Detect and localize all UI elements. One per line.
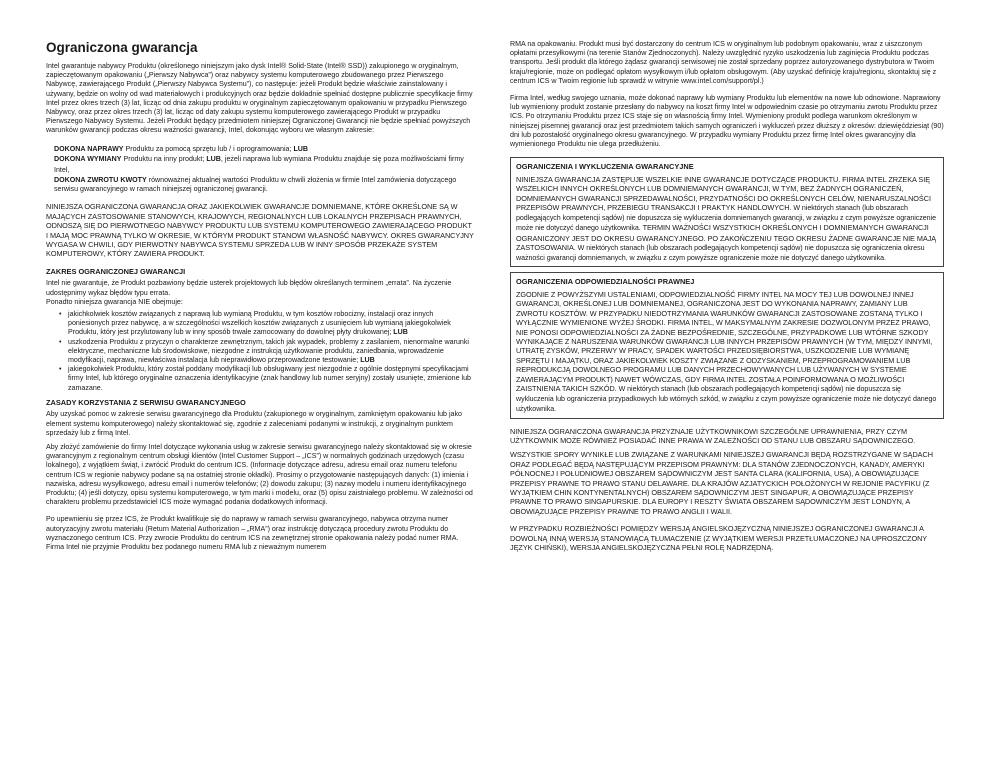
- scope-errata: Intel nie gwarantuje, że Produkt pozbawiony będzie usterek projektowych lub błędów określanych terminem „errata”. Na życzenie udostępnimy wykaz błędów typu errata.: [46, 279, 452, 297]
- option-repair: DOKONA NAPRAWY Produktu za pomocą sprzętu lub / i oprogramowania; LUB: [54, 144, 309, 153]
- service-paragraph-1: Aby uzyskać pomoc w zakresie serwisu gwarancyjnego dla Produktu (zakupionego w oryginalnym, zamkniętym opakowaniu lub jako element systemu komputerowego) należy skontaktować się, zgodnie z zaleceniami podanymi w instrukcji, z oryginalnym punktem sprzedaży lub z firmą Intel.: [46, 410, 462, 437]
- scope-heading: ZAKRES OGRANICZONEJ GWARANCJI: [46, 266, 186, 276]
- service-paragraph-3: Po upewnieniu się przez ICS, że Produkt kwalifikuje się do naprawy w ramach serwisu gwarancyjnego, nabywca otrzyma numer autoryzacyjny zwrotu materiału (Return Material Authorization – „RMA”) oraz instrukcję dotyczącą procedury zwrotu Produktu do wyznaczonego centrum ICS. Przy zwrocie Produktu do centrum ICS na zewnętrznej stronie opakowania należy podać numer RMA. Firma Intel nie przyjmie Produktu bez podanego numeru RMA lub z nieważnym numerem: [46, 515, 459, 551]
- option-replace: DOKONA WYMIANY Produktu na inny produkt; LUB, jeżeli naprawa lub wymiana Produktu znajduje się poza możliwościami firmy Intel,: [54, 155, 464, 175]
- service-paragraph-2: Aby złożyć zamówienie do firmy Intel dotyczące wykonania usług w zakresie serwisu gwarancyjnego należy skontaktować się w okresie gwarancyjnym z regionalnym centrum obsługi klientów (Intel Customer Support – „ICS”) w normalnych godzinach urzędowych (czasu lokalnego), z wyjątkiem świąt, i zwrócić Produkt do centrum ICS. (Informacje dotyczące adresu, adresu email oraz numeru telefonu centrum ICS w regionie nabywcy podane są na ostatniej stronie okładki). Prosimy o przygotowanie następujących danych: (1) imienia i nazwiska, adresu wysyłkowego, adresu email i numerów telefonów; (2) dowodu zakupu; (3) nazwy modelu i numeru identyfikacyjnego Produktu; (4) jeśli dotyczy, opisu systemu komputerowego, w tym marki i modelu, oraz (5) opisu zaistniałego problemu. W zależności od charakteru problemu przedstawiciel ICS może wymagać podania dodatkowych informacji.: [46, 442, 473, 507]
- repair-paragraph: Firma Intel, według swojego uznania, może dokonać naprawy lub wymiany Produktu lub elementów na nowe lub odnowione. Naprawiony lub wymieniony produkt zostanie przesłany do nabywcy na koszt firmy Intel w odpowiednim czasie po otrzymaniu zwrotu Produktu przez ICS. Po otrzymaniu Produktu przez ICS staje się on własnością firmy Intel. Wymieniony produkt podlega warunkom określonym w niniejszej pisemnej gwarancji oraz jest przedmiotem takich samych ograniczeń i wykluczeń przez dłuższy z okresów: dziewięćdziesiąt (90) dni lub pozostałość oryginalnego okresu gwarancyjnego. W przypadku wymiany Produktu przez firmę Intel okres gwarancyjny dla wymienionego Produktu nie ulega przedłużeniu.: [510, 94, 944, 149]
- list-item: • uszkodzenia Produktu z przyczyn o charakterze zewnętrznym, takich jak wypadek, problemy z zasilaniem, nienormalne warunki elektryczne, mechaniczne lub środowiskowe, niezgodne z instrukcją użytkowanie produktu, zaniedbania, wprowadzenie modyfikacji, naprawa, niewłaściwa instalacja lub nieprawidłowo przeprowadzone testowanie; LUB: [68, 338, 474, 366]
- page-title: Ograniczona gwarancja: [46, 40, 198, 55]
- liability-text: ZGODNIE Z POWYŻSZYMI USTALENIAMI, ODPOWIEDZIALNOŚĆ FIRMY INTEL NA MOCY TEJ LUB DOWOLNEJ INNEJ GWARANCJI, OKREŚLONEJ LUB DOMNIEMANEJ, OGRANICZONA JEST DO WYKONANIA NAPRAWY, ZAMIANY LUB ZWROTU KOSZTÓW. W PRZYPADKU NIEDOTRZYMANIA WARUNKÓW GWARANCJI ZASTOSOWANE ZOSTANĄ TYLKO I WYŁĄCZNIE WYMIENIONE WYŻEJ ŚRODKI. FIRMA INTEL, W MAKSYMALNYM ZAKRESIE DOZWOLONYM PRZEZ PRAWO, NIE PONOSI ODPOWIEDZIALNOŚCI ZA ŻADNE BEZPOŚREDNIE, SZCZEGÓLNE, PRZYPADKOWE LUB WTÓRNE SZKODY WYNIKAJĄCE Z NARUSZENIA WARUNKÓW GWARANCJI LUB INNYCH PRZEPISÓW PRAWNYCH (W TYM, MIĘDZY INNYMI, UTRATĘ ZYSKÓW, PRZERWY W PRACY, SPADEK WARTOŚCI PRZEDSIĘBIORSTWA, USZKODZENIE LUB WYMIANĘ SPRZĘTU I MAJĄTKU, ORAZ JAKIEKOLWIEK KOSZTY ZWIĄZANE Z ODZYSKANIEM, PRZEPROGRAMOWANIEM LUB REPRODUKCJĄ DOWOLNEGO PROGRAMU LUB DANYCH PRZECHOWYWANYCH LUB UŻYWANYCH W SYSTEMIE ZAWIERAJĄCYM PRODUKT) NAWET WÓWCZAS, GDY FIRMA INTEL ZOSTAŁA POINFORMOWANA O MOŻLIWOŚCI ZAISTNIENIA TAKICH SZKÓD. W niektórych stanach (lub obszarach podlegających kompetencji sądów) nie dopuszcza się wykluczenia lub ograniczenia przypadkowych lub wtórnych szkód, w związku z czym powyższe ograniczenie może nie dotyczyć danego użytkownika.: [516, 289, 937, 414]
- limitations-heading: OGRANICZENIA I WYKLUCZENIA GWARANCYJNE: [516, 162, 694, 172]
- right-column: [510, 40, 944, 552]
- language-paragraph: W PRZYPADKU ROZBIEŻNOŚCI POMIĘDZY WERSJĄ ANGIELSKOJĘZYCZNĄ NINIEJSZEJ OGRANICZONEJ GWARANCJI A DOWOLNĄ INNĄ WERSJĄ STANOWIĄCĄ TŁUMACZENIE (Z WYJĄTKIEM WERSJI PRZETŁUMACZONEJ NA UPROSZCZONY JĘZYK CHIŃSKI), WERSJA ANGIELSKOJĘZYCZNA PEŁNI ROLĘ NADRZĘDNĄ.: [510, 524, 927, 553]
- limitations-text: NINIEJSZA GWARANCJA ZASTĘPUJE WSZELKIE INNE GWARANCJE DOTYCZĄCE PRODUKTU. FIRMA INTEL ZRZEKA SIĘ WSZELKICH INNYCH OKREŚLONYCH LUB DOMNIEMANYCH GWARANCJI, W TYM, BEZ ŻADNYCH OGRANICZEŃ, DOMNIEMANYCH GWARANCJI SPRZEDAWALNOŚCI, PRZYDATNOŚCI DO OKREŚLONYCH CELÓW, NIENARUSZALNOŚCI PRZEPISÓW PRAWNYCH, PRZEBIEGU TRANSAKCJI I PRAKTYK HANDLOWYCH. W niektórych stanach (lub obszarach podlegających kompetencji sądów) nie dopuszcza się wykluczenia domniemanych gwarancji, w związku z czym powyższe ograniczenie może nie dotyczyć danego użytkownika. TERMIN WAŻNOŚCI WSZYSTKICH OKREŚLONYCH I DOMNIEMANYCH GWARANCJI OGRANICZONY JEST DO OKRESU GWARANCYJNEGO. PO ZAKOŃCZENIU TEGO OKRESU ŻADNE GWARANCJE NIE MAJĄ ZASTOSOWANIA. W niektórych stanach (lub obszarach podlegających kompetencji sądów) nie dopuszcza się ograniczenia okresu ważności gwarancji domniemanych, w związku z czym powyższe ograniczenie może nie dotyczyć danego użytkownika.: [516, 174, 937, 263]
- left-column: [46, 40, 474, 552]
- list-item: • jakichkolwiek kosztów związanych z naprawą lub wymianą Produktu, w tym kosztów robocizny, instalacji oraz innych poniesionych przez nabywcę, a w szczególności wszelkich kosztów związanych z usunięciem lub wymianą jakiegokolwiek Produktu, który jest przylutowany lub w inny sposób trwale zamocowany do dowolnej płyty drukowanej; LUB: [68, 310, 474, 338]
- rma-paragraph: RMA na opakowaniu. Produkt musi być dostarczony do centrum ICS w oryginalnym lub podobnym opakowaniu, wraz z uiszczonym opłatami przesyłkowymi (na terenie Stanów Zjednoczonych). Należy uwzględnić ryzyko uszkodzenia lub zaginięcia Produktu podczas transportu. Jeśli produkt dla którego żądasz gwarancji serwisowej nie został sprzedany poprzez autoryzowanego dystrybutora w Twoim kraju/regionie, może on podlegać opłatom wysyłkowym i/lub opłatom obsługowym. (Aby uzyskać definicję kraju/regionu, skontaktuj się z centrum ICS w Twoim regionie lub sprawdź w witrynie www.intel.com/support/pl.): [510, 40, 937, 85]
- remedy-options: [46, 144, 474, 195]
- intro-paragraph: Intel gwarantuje nabywcy Produktu (określonego niniejszym jako dysk Intel® Solid-State (Intel® SSD)) zakupionego w oryginalnym, zapieczętowanym opakowaniu („Pierwszy Nabywca”) oraz nabywcy systemu komputerowego zbudowanego przez Pierwszego Nabywcę, zawierającego Produkt („Pierwszy Nabywca Systemu”), co następuje: jeżeli Produkt będzie właściwie zainstalowany i używany, będzie on wolny od wad materiałowych i produkcyjnych oraz będzie dokładnie spełniać dostępne publicznie specyfikacje firmy Intel przez okres trzech (3) lat, licząc od dnia zakupu produktu w oryginalnym zapieczętowanym opakowaniu w przypadku Pierwszego Nabywcy, oraz przez okres trzech (3) lat, licząc od daty zakupu systemu komputerowego zawierającego Produkt w przypadku Pierwszego Nabywcy Systemu. Jeżeli Produkt będący przedmiotem niniejszej Ograniczonej Gwarancji nie będzie spełniać powyższych warunków gwarancji podczas okresu ważności gwarancji, Intel, dokonując wyboru we własnym zakresie:: [46, 62, 473, 135]
- service-heading: ZASADY KORZYSTANIA Z SERWISU GWARANCYJNEGO: [46, 397, 246, 407]
- option-refund: DOKONA ZWROTU KWOTY równoważnej aktualnej wartości Produktu w chwili złożenia w firmie Intel zamówienia dotyczącego serwisu gwarancyjnego w ramach niniejszej ograniczonej gwarancji.: [54, 176, 457, 194]
- exclusions-list: [46, 310, 474, 393]
- liability-heading: OGRANICZENIA ODPOWIEDZIALNOŚCI PRAWNEJ: [516, 277, 695, 287]
- scope-exclusions-intro: Ponadto niniejsza gwarancja NIE obejmuje:: [46, 297, 183, 306]
- limitations-box: [510, 157, 944, 267]
- liability-box: [510, 272, 944, 418]
- ownership-clause: NINIEJSZA OGRANICZONA GWARANCJA ORAZ JAKIEKOLWIEK GWARANCJE DOMNIEMANE, KTÓRE OKREŚLONE SĄ W MAJĄCYCH ZASTOSOWANIE STANOWYCH, KRAJOWYCH, REGIONALNYCH LUB LOKALNYCH PRZEPISACH PRAWNYCH, ODNOSZĄ SIĘ DO PIERWOTNEGO NABYWCY PRODUKTU LUB SYSTEMU KOMPUTEROWEGO ZAWIERAJĄCEGO PRODUKT I MAJĄ MOC PRAWNĄ TYLKO W OKRESIE, W KTÓRYM PRODUKT STANOWI WŁASNOŚĆ NABYWCY. OKRES GWARANCYJNY WYGASA W CHWILI, GDY PIERWOTNY NABYWCA SYSTEMU SPRZEDA LUB W INNY SPOSÓB PRZEKAŻE SYSTEM KOMPUTEROWY, KTÓRY ZAWIERA PRODUKT.: [46, 202, 474, 259]
- rights-paragraph: NINIEJSZA OGRANICZONA GWARANCJA PRZYZNAJE UŻYTKOWNIKOWI SZCZEGÓLNE UPRAWNIENIA, PRZY CZYM UŻYTKOWNIK MOŻE RÓWNIEŻ POSIADAĆ INNE PRAWA W ZALEŻNOŚCI OD STANU LUB OBSZARU SĄDOWNICZEGO.: [510, 426, 916, 445]
- list-item: • jakiegokolwiek Produktu, który został poddany modyfikacji lub obsługiwany jest niezgodnie z ogólnie dostępnymi specyfikacjami firmy Intel, lub którego oryginalne oznaczenia identyfikacyjne (znak handlowy lub numer seryjny) zostały usunięte, zmienione lub zamazane.: [68, 365, 474, 393]
- jurisdiction-paragraph: WSZYSTKIE SPORY WYNIKŁE LUB ZWIĄZANE Z WARUNKAMI NINIEJSZEJ GWARANCJI BĘDĄ ROZSTRZYGANE W SĄDACH ORAZ PODLEGAĆ BĘDĄ NASTĘPUJĄCYM PRZEPISOM PRAWNYM: DLA STANÓW ZJEDNOCZONYCH, KANADY, AMERYKI PÓŁNOCNEJ I POŁUDNIOWEJ OBSZAREM SĄDOWNICZYM JEST SANTA CLARA (KALIFORNIA, USA), A OBOWIĄZUJĄCE PRZEPISY PRAWNE TO PRAWO STANU DELAWARE. DLA KRAJÓW AZJATYCKICH POŁOŻONYCH W REJONIE PACYFIKU (Z WYJĄTKIEM CHIN KONTYNENTALNYCH) OBSZAREM SĄDOWNICZYM JEST SINGAPUR, A OBOWIĄZUJĄCE PRZEPISY PRAWNE TO PRAWO SINGAPURSKIE. DLA EUROPY I RESZTY ŚWIATA OBSZAREM SĄDOWNICZYM JEST LONDYN, A OBOWIĄZUJĄCE PRZEPISY PRAWNE TO PRAWO ANGLII I WALII.: [510, 450, 933, 516]
